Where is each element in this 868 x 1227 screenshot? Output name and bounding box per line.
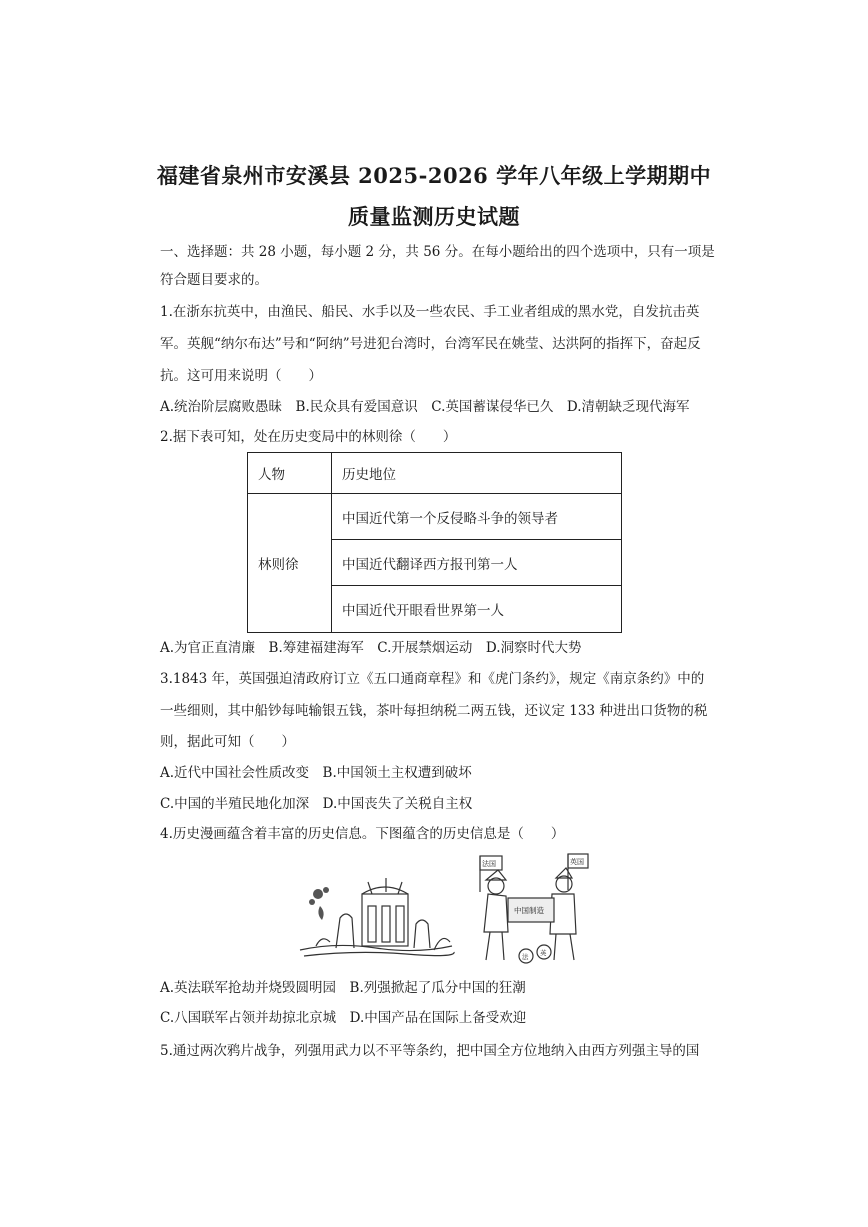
q3-stem-line2: 一些细则，其中船钞每吨输银五钱，茶叶每担纳税二两五钱，还议定 133 种进出口货物的税 — [160, 703, 708, 719]
q3-stem-line3: 则，据此可知（ ） — [160, 734, 295, 750]
table-row: 中国近代翻译西方报刊第一人 — [332, 540, 622, 586]
q2-stem: 2.据下表可知，处在历史变局中的林则徐（ ） — [160, 429, 457, 445]
q3-options-line2: C.中国的半殖民地化加深 D.中国丧失了关税自主权 — [160, 796, 473, 812]
allied-soldiers-cartoon — [468, 852, 590, 970]
table-person-cell: 林则徐 — [248, 494, 332, 633]
table-header-person: 人物 — [248, 453, 332, 494]
table-header-status: 历史地位 — [332, 453, 622, 494]
section-intro-line1: 一、选择题：共 28 小题，每小题 2 分，共 56 分。在每小题给出的四个选项中，只有一项是 — [160, 244, 715, 260]
table-row: 中国近代开眼看世界第一人 — [332, 586, 622, 633]
q4-options-line2: C.八国联军占领并劫掠北京城 D.中国产品在国际上备受欢迎 — [160, 1010, 527, 1026]
cartoon-left-flag-label: 法国 — [482, 860, 496, 868]
exam-title-line2: 质量监测历史试题 — [348, 204, 520, 229]
ruins-sketch — [296, 872, 456, 960]
q2-table — [247, 452, 622, 633]
q2-options: A.为官正直清廉 B.筹建福建海军 C.开展禁烟运动 D.洞察时代大势 — [160, 640, 582, 656]
exam-title-line1: 福建省泉州市安溪县 2025-2026 学年八年级上学期期中 — [156, 163, 712, 188]
cartoon-foot-left-label: 法 — [522, 953, 529, 961]
q4-options-line1: A.英法联军抢劫并烧毁圆明园 B.列强掀起了瓜分中国的狂潮 — [160, 980, 526, 996]
cartoon-foot-right-label: 英 — [540, 949, 547, 957]
section-intro-line2: 符合题目要求的。 — [160, 272, 268, 288]
q1-stem-line2: 军。英舰“纳尔布达”号和“阿纳”号进犯台湾时，台湾军民在姚莹、达洪阿的指挥下，奋起反 — [160, 336, 701, 352]
table-row: 中国近代第一个反侵略斗争的领导者 — [332, 494, 622, 540]
q1-options: A.统治阶层腐败愚昧 B.民众具有爱国意识 C.英国蓄谋侵华已久 D.清朝缺乏现代海军 — [160, 399, 690, 415]
q3-stem-line1: 3.1843 年，英国强迫清政府订立《五口通商章程》和《虎门条约》，规定《南京条约》中的 — [160, 671, 705, 687]
q1-stem-line3: 抗。这可用来说明（ ） — [160, 368, 322, 384]
q3-options-line1: A.近代中国社会性质改变 B.中国领土主权遭到破坏 — [160, 765, 472, 781]
cartoon-box-label: 中国制造 — [514, 906, 544, 915]
q4-stem: 4.历史漫画蕴含着丰富的历史信息。下图蕴含的历史信息是（ ） — [160, 826, 565, 842]
cartoon-right-flag-label: 英国 — [570, 858, 584, 866]
q1-stem-line1: 1.在浙东抗英中，由渔民、船民、水手以及一些农民、手工业者组成的黑水党，自发抗击英 — [160, 304, 700, 320]
q5-stem-line1: 5.通过两次鸦片战争，列强用武力以不平等条约，把中国全方位地纳入由西方列强主导的国 — [160, 1043, 700, 1059]
